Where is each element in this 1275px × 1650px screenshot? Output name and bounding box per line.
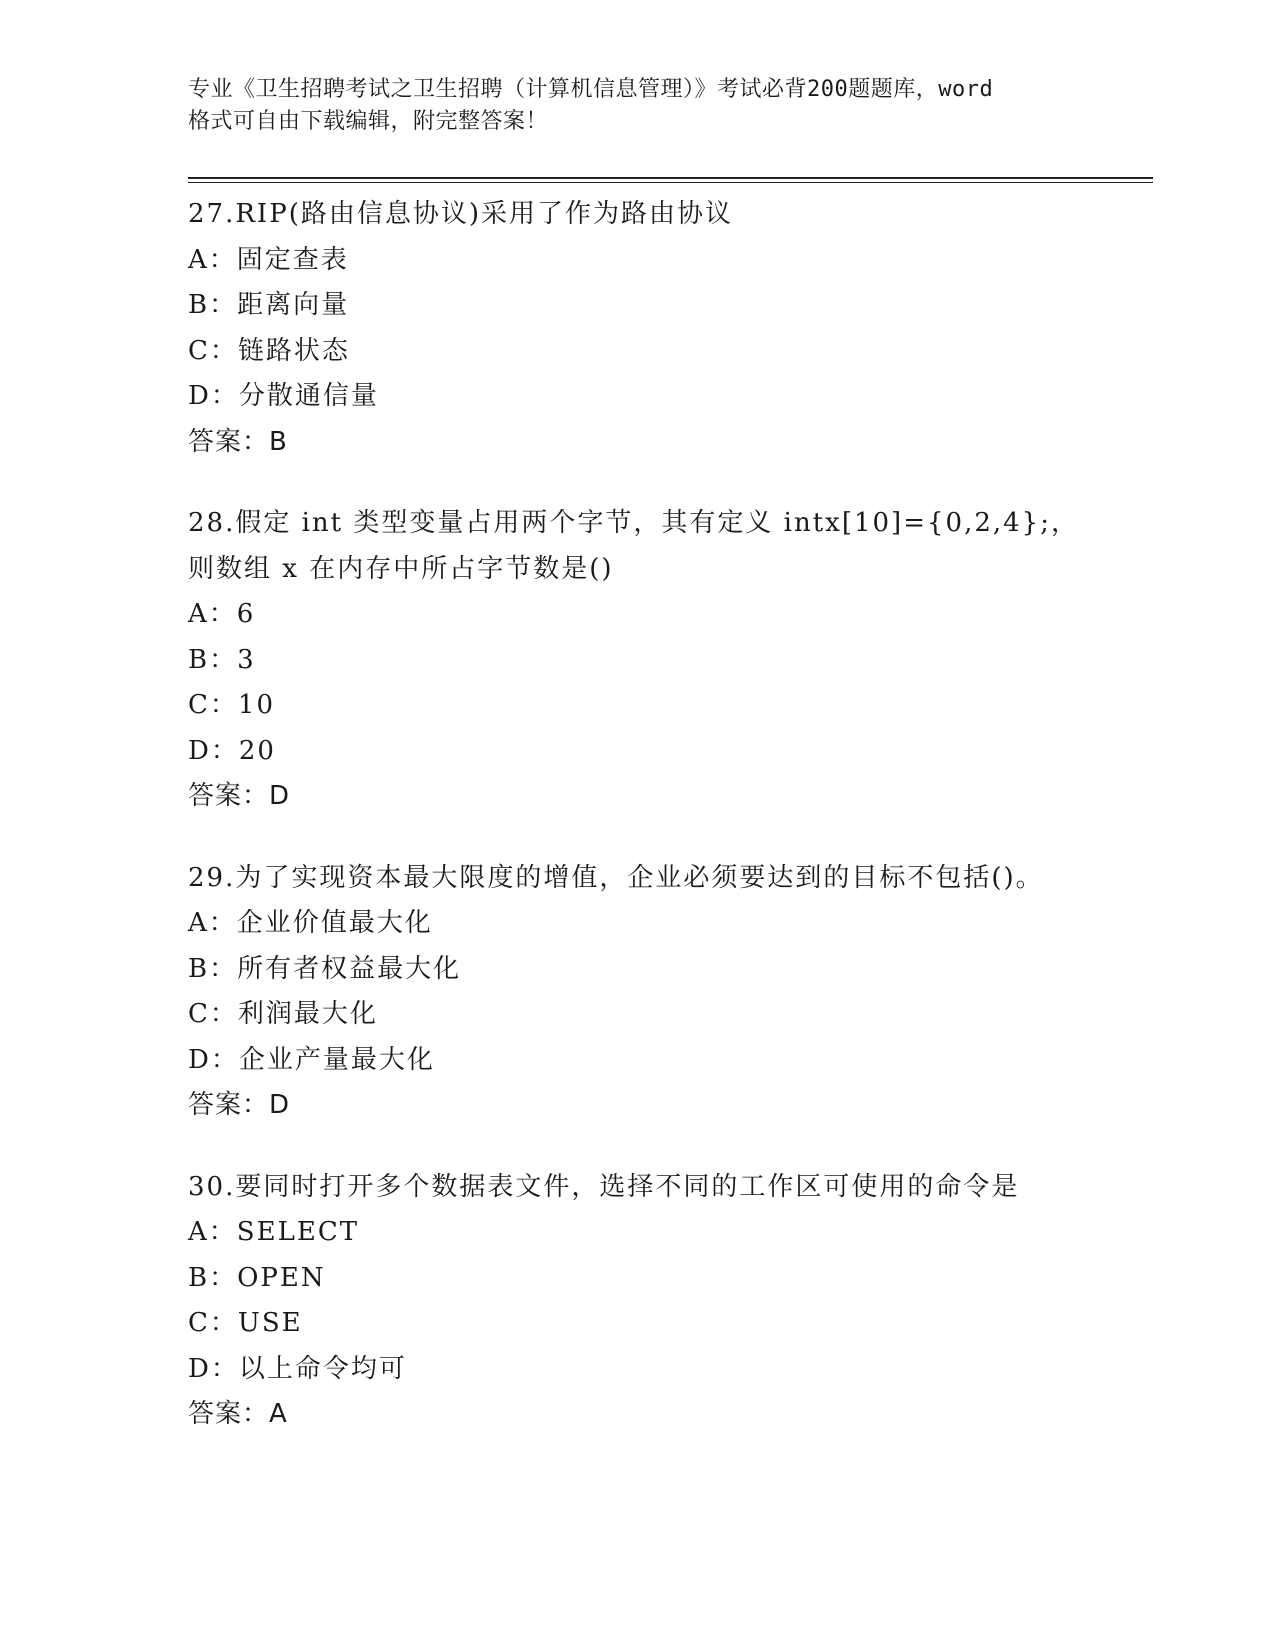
option-text: USE <box>237 1308 303 1338</box>
header-divider-thin <box>188 182 1153 183</box>
question-text-continued: 则数组 x 在内存中所占字节数是() <box>188 553 614 584</box>
option-text: 3 <box>237 644 256 675</box>
option-key: B： <box>188 644 238 675</box>
option-a <box>188 238 1168 284</box>
option-key: C： <box>188 1308 238 1338</box>
option-key: C： <box>188 335 238 366</box>
document-header <box>188 74 1088 138</box>
question-28 <box>188 501 1168 820</box>
answer-text: 答案：A <box>188 1399 288 1429</box>
option-key: D： <box>188 1044 239 1075</box>
option-text: 距离向量 <box>237 290 350 320</box>
option-text: 10 <box>237 690 275 720</box>
option-text: 6 <box>236 599 256 629</box>
option-c <box>188 1301 1168 1347</box>
option-d <box>188 1347 1168 1393</box>
question-text: 28.假定 int 类型变量占用两个字节，其有定义 intx[10]={0,2,4};， <box>188 508 1079 538</box>
option-text: 以上命令均可 <box>238 1353 407 1384</box>
option-key: D： <box>188 1353 239 1384</box>
option-text: 分散通信量 <box>238 381 379 411</box>
option-text: 固定查表 <box>236 244 349 275</box>
option-c <box>188 992 1168 1038</box>
option-text: 利润最大化 <box>237 999 378 1029</box>
answer-text: 答案：D <box>188 781 291 811</box>
option-key: C： <box>188 999 238 1029</box>
question-29 <box>188 856 1168 1129</box>
option-c <box>188 683 1168 729</box>
question-27 <box>188 192 1168 465</box>
option-d <box>188 1038 1168 1084</box>
option-key: B： <box>188 290 238 320</box>
header-line-2: 格式可自由下载编辑，附完整答案！ <box>188 109 549 134</box>
option-text: 企业产量最大化 <box>238 1044 435 1075</box>
header-line-1: 专业《卫生招聘考试之卫生招聘（计算机信息管理）》考试必背200题题库，word <box>188 77 994 102</box>
question-text: 27.RIP(路由信息协议)采用了作为路由协议 <box>188 199 733 229</box>
option-b <box>188 1256 1168 1302</box>
option-key: D： <box>188 381 239 411</box>
option-key: B： <box>188 1262 238 1293</box>
option-key: A： <box>188 1217 237 1247</box>
question-text: 29.为了实现资本最大限度的增值，企业必须要达到的目标不包括()。 <box>188 862 1044 893</box>
option-d <box>188 729 1168 775</box>
option-a <box>188 592 1168 638</box>
option-b <box>188 638 1168 684</box>
option-b <box>188 947 1168 993</box>
option-key: A： <box>188 244 237 275</box>
option-key: A： <box>188 908 237 938</box>
option-key: C： <box>188 690 238 720</box>
option-b <box>188 283 1168 329</box>
option-text: 所有者权益最大化 <box>237 953 462 984</box>
option-c <box>188 329 1168 375</box>
option-text: 20 <box>238 735 276 766</box>
option-text: OPEN <box>237 1262 326 1293</box>
question-list <box>188 192 1168 1474</box>
option-text: 企业价值最大化 <box>236 908 433 938</box>
option-a <box>188 1210 1168 1256</box>
answer-text: 答案：B <box>188 426 288 457</box>
option-text: 链路状态 <box>237 335 350 366</box>
header-divider-thick <box>188 177 1153 179</box>
option-key: B： <box>188 953 238 984</box>
question-30 <box>188 1165 1168 1438</box>
option-a <box>188 901 1168 947</box>
question-text: 30.要同时打开多个数据表文件，选择不同的工作区可使用的命令是 <box>188 1171 1020 1202</box>
option-d <box>188 374 1168 420</box>
answer-text: 答案：D <box>188 1090 291 1120</box>
option-key: A： <box>188 599 237 629</box>
option-key: D： <box>188 735 239 766</box>
option-text: SELECT <box>236 1217 360 1247</box>
